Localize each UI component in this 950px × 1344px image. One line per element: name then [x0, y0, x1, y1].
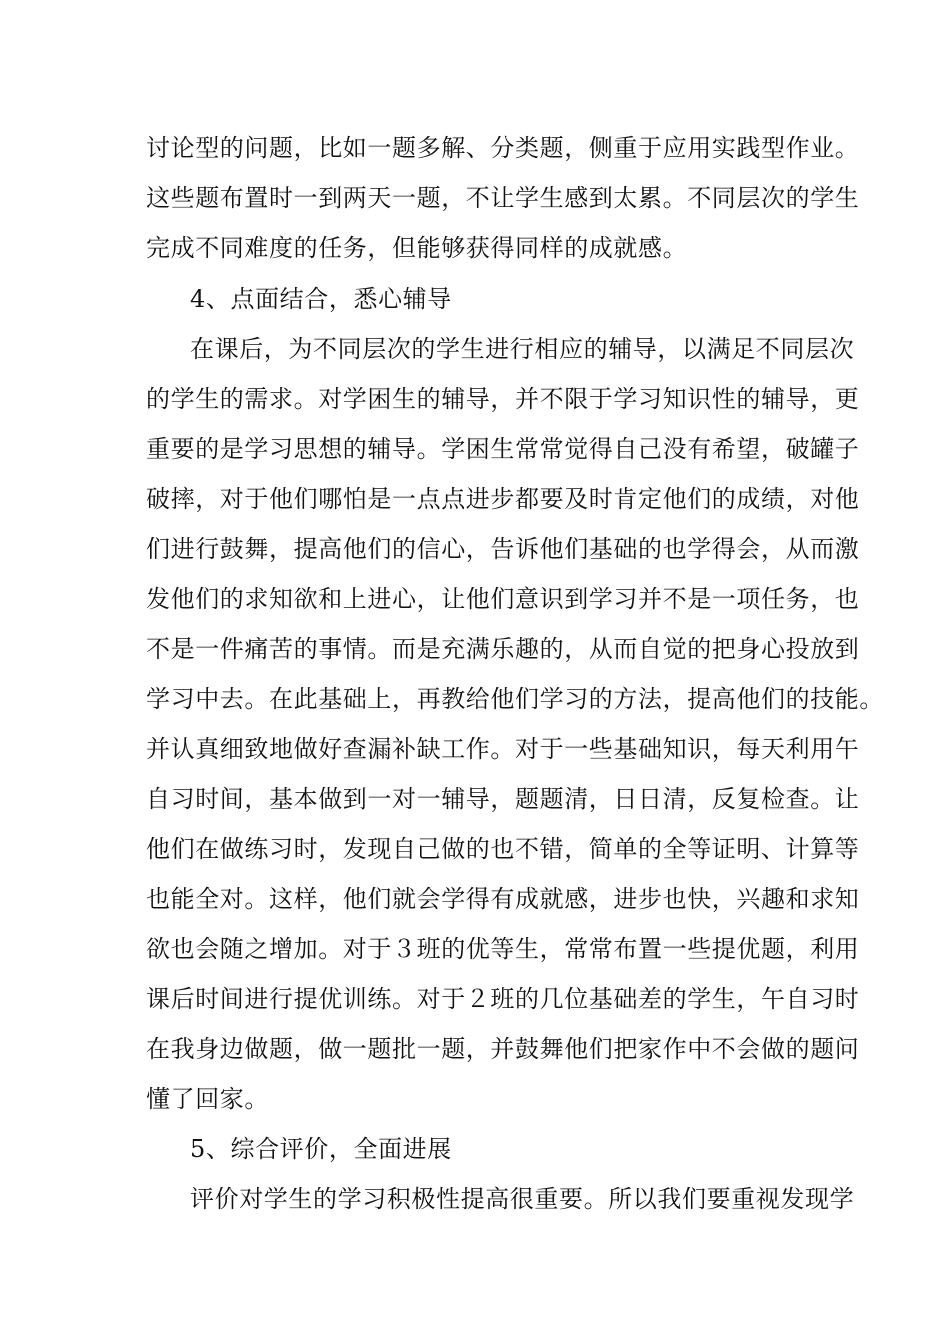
- text-line: 自习时间，基本做到一对一辅导，题题清，日日清，反复检查。让: [146, 785, 860, 813]
- text-line: 并认真细致地做好查漏补缺工作。对于一些基础知识，每天利用午: [146, 735, 860, 763]
- text-line: 发他们的求知欲和上进心，让他们意识到学习并不是一项任务，也: [146, 585, 860, 613]
- text-line: 学习中去。在此基础上，再教给他们学习的方法，提高他们的技能。: [146, 685, 884, 713]
- text-line: 的学生的需求。对学困生的辅导，并不限于学习知识性的辅导，更: [146, 385, 860, 413]
- text-line: 在我身边做题，做一题批一题，并鼓舞他们把家作中不会做的题问: [146, 1035, 860, 1063]
- text-line: 课后时间进行提优训练。对于２班的几位基础差的学生，午自习时: [146, 985, 860, 1013]
- text-line: 完成不同难度的任务，但能够获得同样的成就感。: [146, 234, 688, 262]
- text-line: 懂了回家。: [146, 1085, 269, 1113]
- text-line: 重要的是学习思想的辅导。学困生常常觉得自己没有希望，破罐子: [146, 435, 860, 463]
- text-line: 破摔，对于他们哪怕是一点点进步都要及时肯定他们的成绩，对他: [146, 485, 860, 513]
- text-line: 这些题布置时一到两天一题，不让学生感到太累。不同层次的学生: [146, 184, 860, 212]
- section-heading: 4、点面结合，悉心辅导: [190, 285, 452, 313]
- text-line: 也能全对。这样，他们就会学得有成就感，进步也快，兴趣和求知: [146, 885, 860, 913]
- text-line: 评价对学生的学习积极性提高很重要。所以我们要重视发现学: [190, 1185, 855, 1213]
- text-line: 他们在做练习时，发现自己做的也不错，简单的全等证明、计算等: [146, 835, 860, 863]
- text-line: 在课后，为不同层次的学生进行相应的辅导，以满足不同层次: [190, 335, 855, 363]
- text-line: 们进行鼓舞，提高他们的信心，告诉他们基础的也学得会，从而激: [146, 535, 860, 563]
- text-line: 讨论型的问题，比如一题多解、分类题，侧重于应用实践型作业。: [146, 134, 860, 162]
- section-heading: 5、综合评价，全面进展: [190, 1135, 452, 1163]
- text-line: 欲也会随之增加。对于３班的优等生，常常布置一些提优题，利用: [146, 935, 860, 963]
- text-line: 不是一件痛苦的事情。而是充满乐趣的，从而自觉的把身心投放到: [146, 635, 860, 663]
